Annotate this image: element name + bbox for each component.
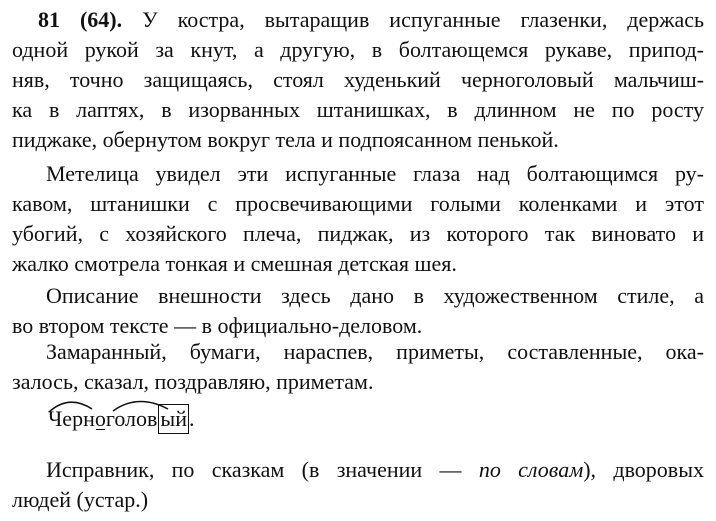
morpheme-root-1: Черн: [48, 406, 95, 431]
exercise-number: 81 (64).: [38, 7, 123, 32]
exercise-line-3: няв, точно защищаясь, стоял худенький черноголовый мальчиш-: [12, 67, 704, 92]
paragraph5-text-before: Исправник, по сказкам (в значении —: [46, 457, 479, 482]
connector-letter: о: [94, 406, 106, 431]
paragraph4-line-1: Замаранный, бумаги, нараспев, приметы, составленные, ока-: [46, 339, 704, 364]
paragraph5-text-after: ), дворовых: [583, 457, 704, 482]
paragraph2-line-3: убогий, с хозяйского плеча, пиджак, из которого так виновато и: [12, 221, 704, 246]
exercise-line-5: пиджаке, обернутом вокруг тела и подпоясанном пенькой.: [12, 127, 559, 152]
word-morpheme-analysis: [48, 404, 194, 438]
paragraph2-line-4: жалко смотрела тонкая и смешная детская шея.: [12, 251, 457, 276]
word-analysis-period: .: [188, 406, 195, 431]
paragraph4-line-2: залось, сказал, поздравляю, приметам.: [12, 369, 374, 394]
exercise-line-1: [38, 6, 704, 34]
paragraph2-line-2: кавом, штанишки с просвечивающими голыми коленками и этот: [12, 191, 704, 216]
paragraph5-line-1: [46, 456, 704, 484]
exercise-line-2: одной рукой за кнут, а другую, в болтающемся рукаве, припод-: [12, 37, 704, 62]
paragraph3-line-2: во втором тексте — в официально-деловом.: [12, 313, 423, 338]
morpheme-ending-box: ый: [158, 404, 189, 434]
paragraph2-line-1: Метелица увидел эти испуганные глаза над болтающимся ру-: [46, 161, 704, 186]
paragraph5-italic-phrase: по словам: [478, 457, 584, 482]
morpheme-connector: [95, 405, 106, 433]
connector-underline: [96, 429, 105, 430]
exercise-line-4: ка в лаптях, в изорванных штанишках, в длинном не по росту: [12, 97, 704, 122]
paragraph5-line-2: людей (устар.): [12, 487, 149, 512]
exercise-text: У костра, вытаращив испуганные глазенки, держась: [142, 7, 705, 32]
morpheme-root-2: голов: [105, 406, 158, 431]
paragraph3-line-1: Описание внешности здесь дано в художественном стиле, а: [46, 283, 704, 308]
